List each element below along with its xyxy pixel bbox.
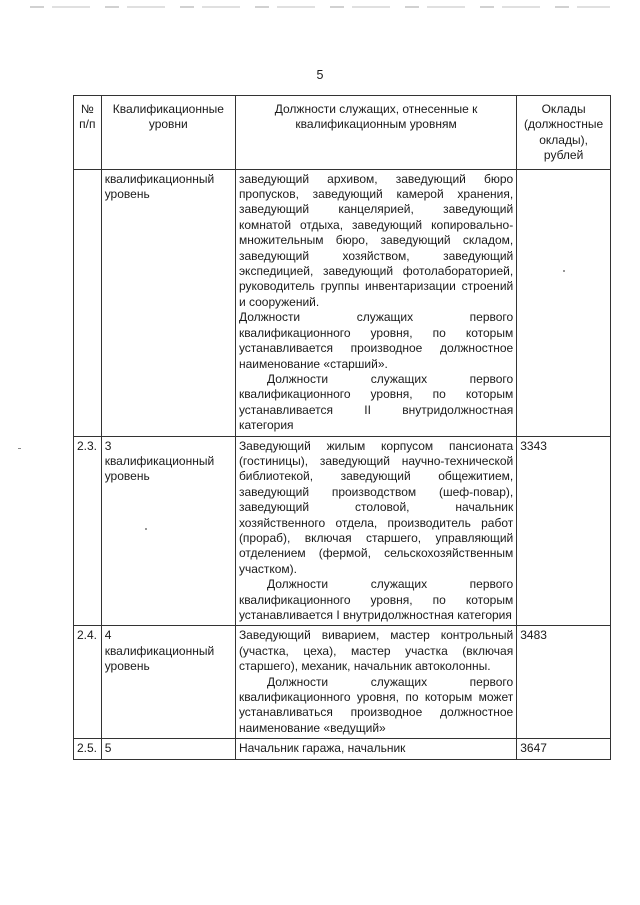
table-row — [74, 436, 611, 626]
row-level — [101, 626, 235, 739]
row-salary: 3483 — [517, 626, 611, 739]
scan-artifact-line — [30, 6, 610, 8]
header-num: № п/п — [74, 96, 102, 170]
scan-mark — [18, 448, 21, 449]
positions-paragraph: Должности служащих первого квалификационного уровня, по которым устанавливается II внутридолжностная категория — [238, 371, 514, 433]
positions-paragraph: Заведующий виварием, мастер контрольный (участка, цеха), мастер участка (включая старшего), механик, начальник автоколонны. — [238, 628, 514, 674]
row-num: 2.5. — [74, 739, 102, 759]
salary-table — [73, 95, 611, 760]
row-salary: 3343 — [517, 436, 611, 626]
table-header-row — [74, 96, 611, 170]
level-label: квалификационный уровень — [104, 171, 215, 202]
row-positions — [235, 739, 516, 759]
level-label: квалификационный уровень — [104, 643, 215, 674]
row-level — [101, 436, 235, 626]
positions-paragraph: заведующий архивом, заведующий бюро пропусков, заведующий камерой хранения, заведующий канцелярией, заведующий комнатой отдыха, заведующий копировально-множительным бюро, заведующий складом, заведующий хозяйством, заведующий экспедицией, заведующий фотолабораторией, руководитель группы инвентаризации строений и сооружений. — [238, 171, 514, 309]
row-positions — [235, 436, 516, 626]
row-num: 2.4. — [74, 626, 102, 739]
header-levels: Квалификационные уровни — [101, 96, 235, 170]
row-positions — [235, 169, 516, 436]
row-level — [101, 739, 235, 759]
row-num — [74, 169, 102, 436]
header-positions: Должности служащих, отнесенные к квалификационным уровням — [235, 96, 516, 170]
row-salary: 3647 — [517, 739, 611, 759]
row-salary — [517, 169, 611, 436]
positions-paragraph: Должности служащих первого квалификационного уровня, по которым устанавливается производное должностное наименование «старший». — [238, 310, 514, 371]
table-row — [74, 739, 611, 759]
level-number: 5 — [104, 741, 112, 756]
positions-paragraph: Должности служащих первого квалификационного уровня, по которым устанавливается I внутридолжностная категория — [238, 577, 514, 622]
page-number: 5 — [316, 68, 324, 82]
table-row — [74, 626, 611, 739]
level-number: 3 — [104, 438, 112, 453]
positions-paragraph: Заведующий жилым корпусом пансионата (гостиницы), заведующий научно-технической библиотекой, заведующий общежитием, заведующий производством (шеф-повар), заведующий столовой, начальник хозяйственного отдела, производитель работ (прораб), включая старшего, управляющий отделением (фермой, сельскохозяйственным участком). — [238, 438, 514, 576]
row-num: 2.3. — [74, 436, 102, 626]
positions-paragraph: Должности служащих первого квалификационного уровня, по которым может устанавливаться производное должностное наименование «ведущий» — [238, 674, 514, 735]
table-row — [74, 169, 611, 436]
level-number: 4 — [104, 628, 112, 643]
row-positions — [235, 626, 516, 739]
header-salary: Оклады (должностные оклады), рублей — [517, 96, 611, 170]
level-label: квалификационный уровень — [104, 453, 215, 484]
positions-paragraph: Начальник гаража, начальник — [238, 741, 406, 756]
row-level — [101, 169, 235, 436]
